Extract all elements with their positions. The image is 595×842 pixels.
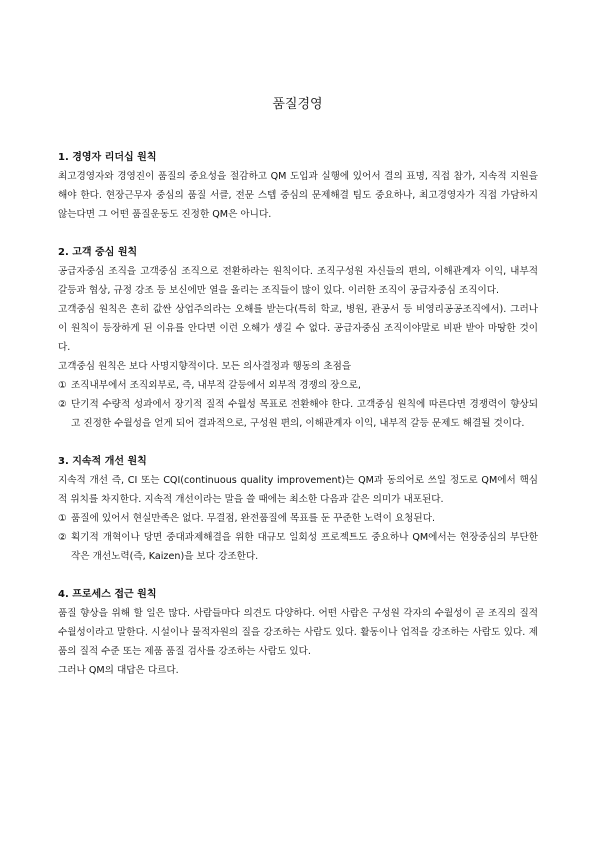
section-heading: 4. 프로세스 접근 원칙 (58, 589, 157, 600)
section-continuous-improvement (58, 452, 538, 566)
list-marker: ② (58, 399, 67, 410)
list-item-text: 품질에 있어서 현실만족은 없다. 무결점, 완전품질에 목표를 둔 꾸준한 노력이 요청된다. (71, 513, 436, 524)
list-item-text: 획기적 개혁이나 당면 중대과제해결을 위한 대규모 일회성 프로젝트도 중요하나 QM에서는 현장중심의 부단한 작은 개선노력(즉, Kaizen)을 보다 강조한다. (71, 532, 538, 562)
list-item-text: 단기적 수량적 성과에서 장기적 질적 수월성 목표로 전환해야 한다. 고객중심 원칙에 따른다면 경쟁력이 향상되고 진정한 수월성을 얻게 되어 결과적으로, 구성원 편의, 이해관계자 이익, 내부적 갈등 문제도 해결될 것이다. (71, 399, 538, 429)
list-item (58, 395, 538, 433)
section-heading: 1. 경영자 리더십 원칙 (58, 152, 157, 163)
document-body (58, 148, 538, 699)
section-heading: 3. 지속적 개선 원칙 (58, 456, 147, 467)
list-marker: ① (58, 380, 67, 391)
list-marker: ① (58, 513, 67, 524)
list-item (58, 376, 538, 395)
list-marker: ② (58, 532, 67, 543)
list-item (58, 528, 538, 566)
paragraph: 고객중심 원칙은 보다 사명지향적이다. 모든 의사결정과 행동의 초점을 (58, 361, 352, 372)
paragraph: 지속적 개선 즉, CI 또는 CQI(continuous quality improvement)는 QM과 동의어로 쓰일 정도로 QM에서 핵심적 위치를 차지한다. 지속적 개선이라는 말을 쓸 때에는 최소한 다음과 같은 의미가 내포된다. (58, 475, 538, 505)
section-leadership (58, 148, 538, 224)
section-heading: 2. 고객 중심 원칙 (58, 247, 138, 258)
section-process-approach (58, 585, 538, 680)
paragraph: 고객중심 원칙은 흔히 값싼 상업주의라는 오해를 받는다(특히 학교, 병원, 관공서 등 비영리공공조직에서). 그러나 이 원칙이 등장하게 된 이유를 안다면 이런 오해가 생길 수 없다. 공급자중심 조직이야말로 비판 받아 마땅한 것이다. (58, 304, 538, 353)
paragraph: 공급자중심 조직을 고객중심 조직으로 전환하라는 원칙이다. 조직구성원 자신들의 편의, 이해관계자 이익, 내부적 갈등과 협상, 규정 강조 등 보신에만 열을 올리는 조직들이 많이 있다. 이러한 조직이 공급자중심 조직이다. (58, 266, 538, 296)
list-item (58, 509, 538, 528)
paragraph: 품질 향상을 위해 할 일은 많다. 사람들마다 의견도 다양하다. 어떤 사람은 구성원 각자의 수월성이 곧 조직의 질적 수월성이라고 말한다. 시설이나 물적자원의 질을 강조하는 사람도 있다. 활동이나 업적을 강조하는 사람도 있다. 제품의 질적 수준 또는 제품 품질 검사를 강조하는 사람도 있다. (58, 608, 538, 657)
list-item-text: 조직내부에서 조직외부로, 즉, 내부적 갈등에서 외부적 경쟁의 장으로, (71, 380, 361, 391)
section-customer-focus (58, 243, 538, 433)
paragraph: 그러나 QM의 대답은 다르다. (58, 665, 179, 676)
document-title: 품질경영 (272, 97, 323, 112)
paragraph: 최고경영자와 경영진이 품질의 중요성을 절감하고 QM 도입과 실행에 있어서 결의 표명, 직접 참가, 지속적 지원을 해야 한다. 현장근무자 중심의 품질 서클, 전문 스텝 중심의 문제해결 팀도 중요하나, 최고경영자가 직접 가담하지 않는다면 그 어떤 품질운동도 진정한 QM은 아니다. (58, 171, 538, 220)
